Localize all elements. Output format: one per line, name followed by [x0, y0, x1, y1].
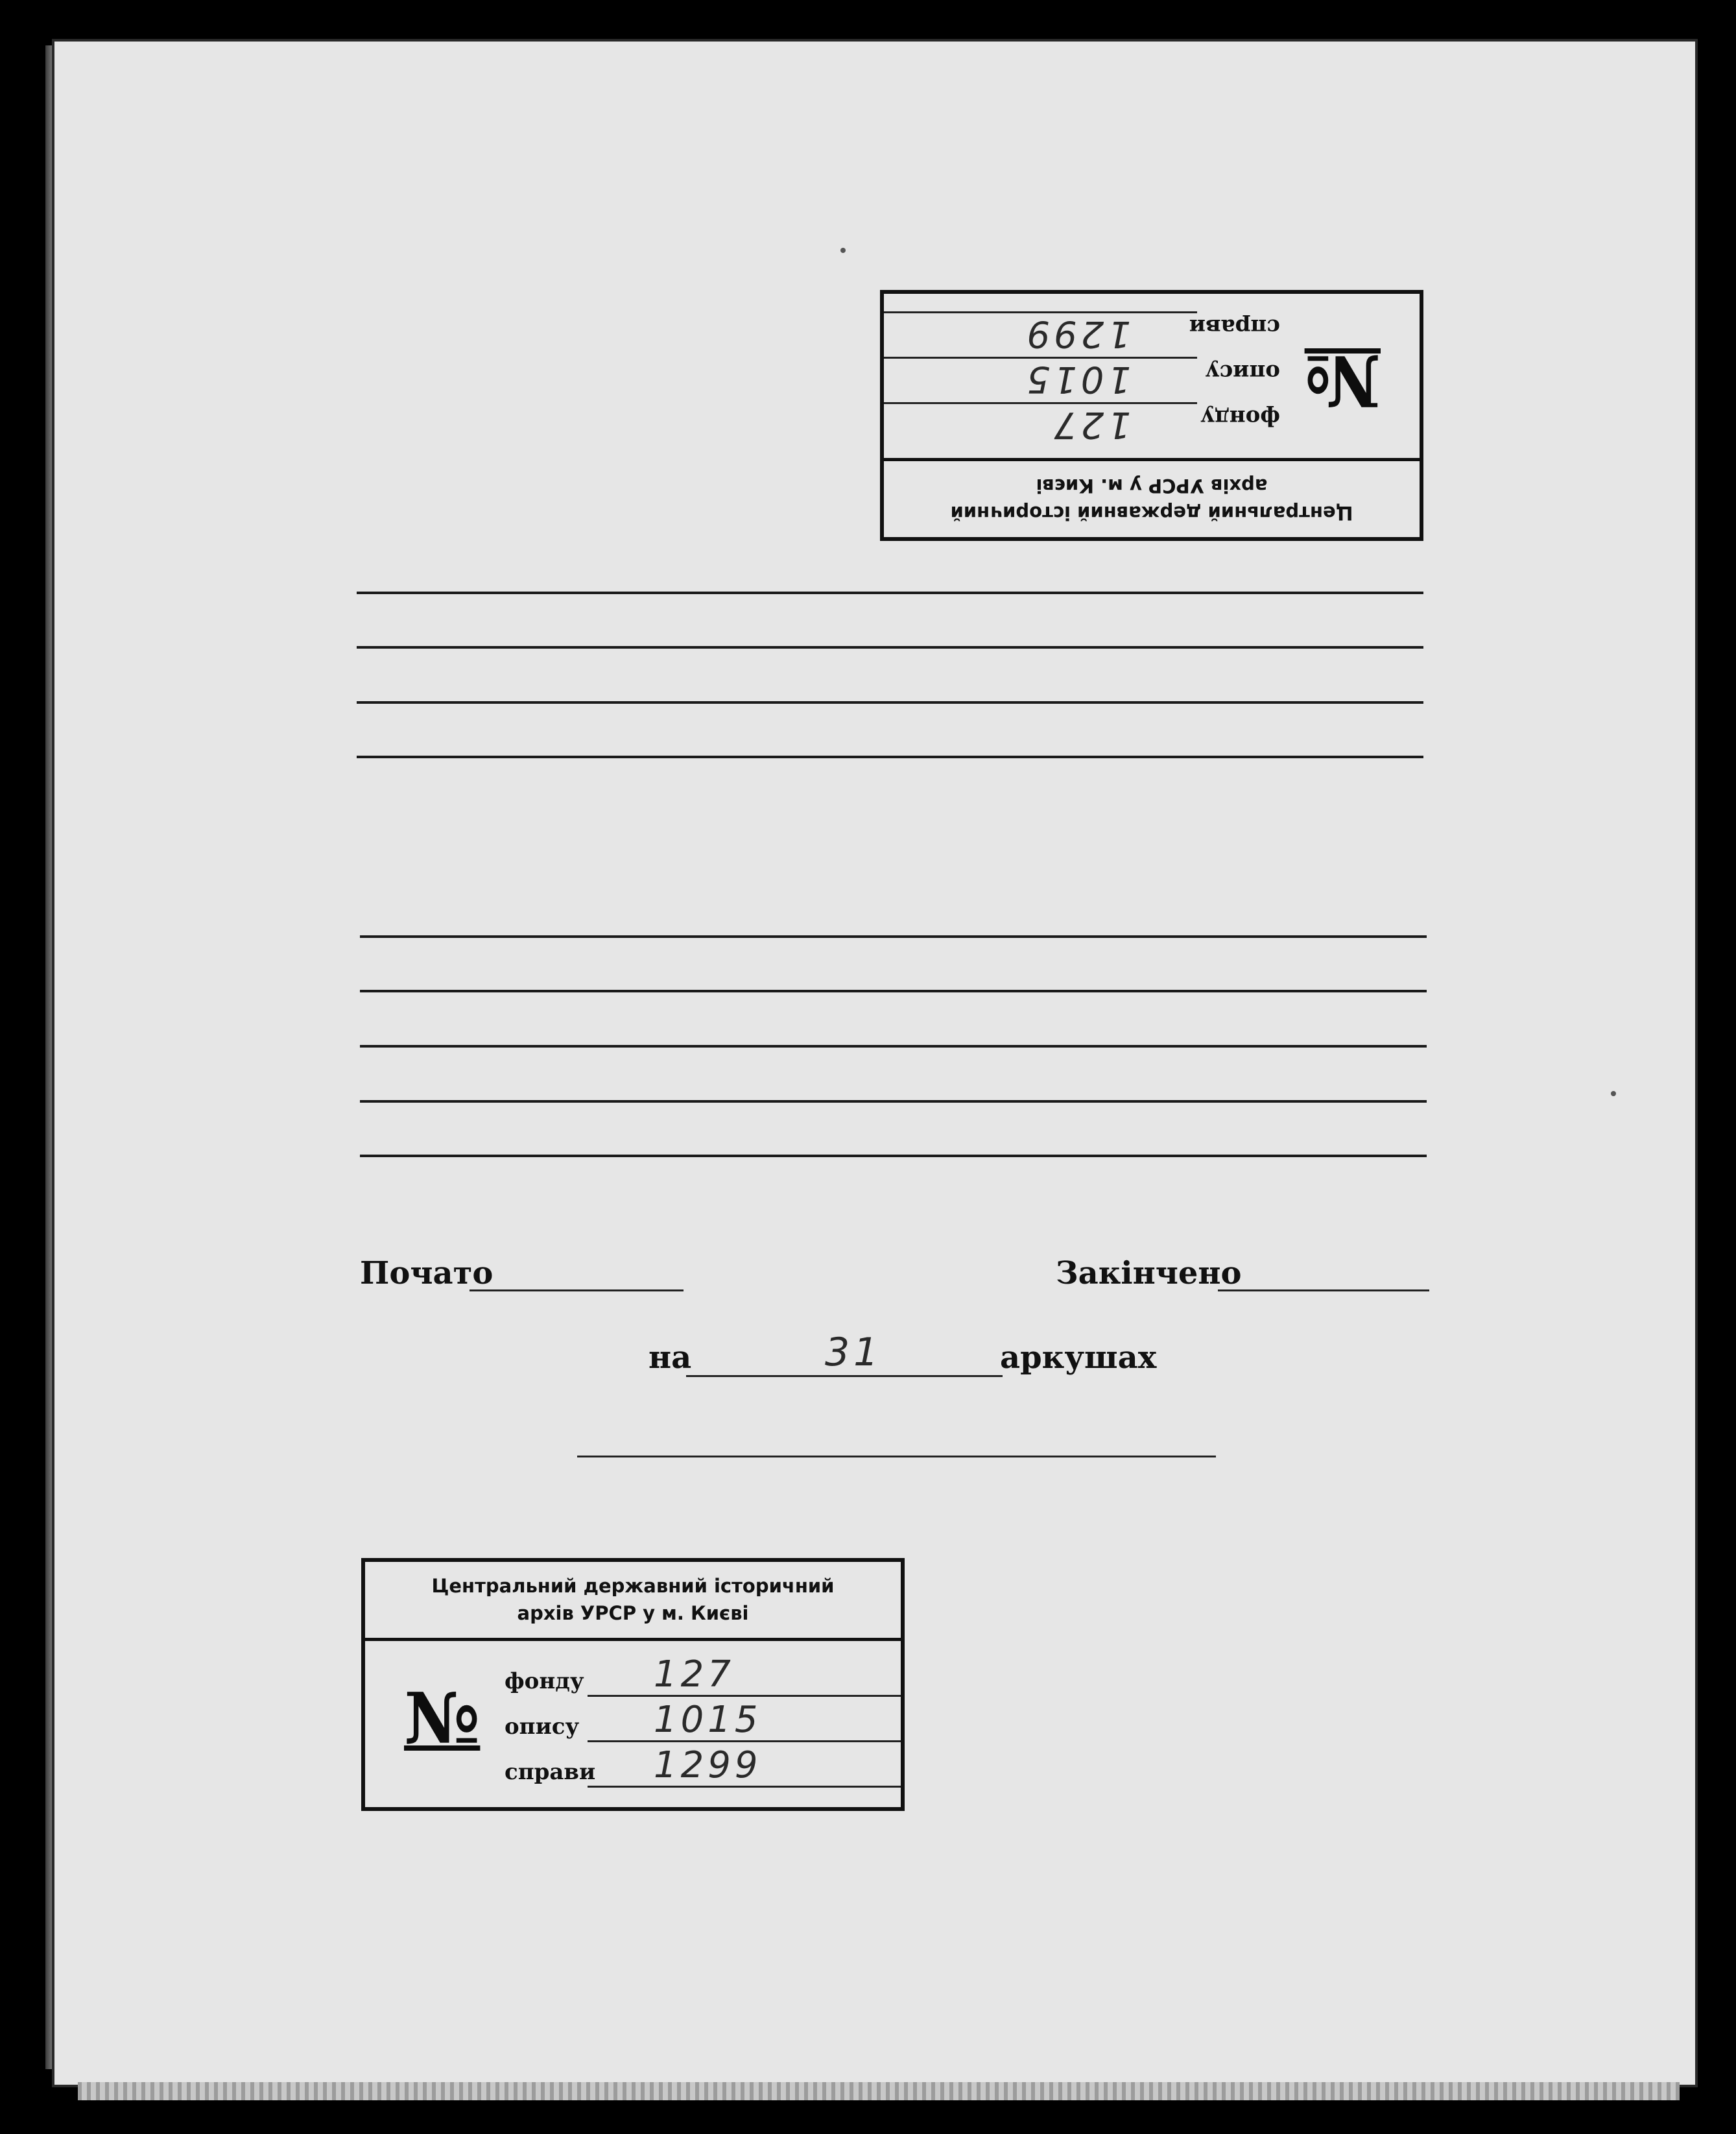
- stamp-field-fond: [884, 402, 1280, 446]
- started-label: Почато: [360, 1255, 493, 1291]
- archive-stamp-inverted: [880, 290, 1423, 541]
- signature-line: [577, 1456, 1216, 1457]
- title-line: [360, 990, 1427, 992]
- on-label: на: [648, 1339, 692, 1376]
- paper-speck: [1611, 1091, 1616, 1096]
- stamp-field-fond: [505, 1653, 901, 1697]
- stamp-header-line2: архів УРСР у м. Києві: [517, 1602, 749, 1624]
- folder-bottom-edge: [78, 2082, 1680, 2100]
- started-date-line: [470, 1289, 684, 1291]
- finished-date-line: [1218, 1289, 1429, 1291]
- numero-sign: №: [1304, 339, 1381, 421]
- sheets-label: аркушах: [1000, 1339, 1157, 1376]
- field-line: [588, 1695, 901, 1697]
- title-line: [357, 646, 1423, 649]
- sheets-count-value: 31: [825, 1330, 883, 1375]
- field-label: фонду: [505, 1668, 584, 1694]
- stamp-field-sprava: [884, 311, 1280, 355]
- field-value: 1299: [654, 1744, 762, 1786]
- field-value: 127: [654, 1653, 735, 1696]
- field-value: 127: [1050, 403, 1131, 446]
- title-line: [360, 1155, 1427, 1157]
- stamp-field-sprava: [505, 1744, 901, 1788]
- field-label: справи: [1189, 314, 1280, 340]
- finished-label: Закінчено: [1056, 1255, 1242, 1291]
- stamp-header: [365, 1562, 901, 1641]
- title-line: [360, 1100, 1427, 1103]
- archive-stamp: [361, 1558, 905, 1811]
- title-line: [357, 592, 1423, 594]
- numero-sign: №: [404, 1678, 481, 1760]
- stamp-header-line1: Центральний державний історичний: [950, 502, 1353, 524]
- field-value: 1299: [1023, 313, 1131, 355]
- field-line: [884, 402, 1197, 404]
- field-value: 1015: [1023, 358, 1131, 400]
- title-line: [357, 756, 1423, 758]
- stamp-header-line2: архів УРСР у м. Києві: [1036, 475, 1268, 497]
- stamp-header: [884, 458, 1420, 537]
- title-line: [360, 935, 1427, 938]
- stamp-field-opys: [505, 1699, 901, 1742]
- stamp-field-opys: [884, 357, 1280, 400]
- paper-speck: [840, 248, 846, 253]
- stamp-header-line1: Центральний державний історичний: [431, 1575, 835, 1597]
- field-label: опису: [505, 1714, 580, 1740]
- field-label: опису: [1205, 359, 1280, 385]
- sheets-count-line: [686, 1375, 1003, 1377]
- field-label: фонду: [1200, 405, 1280, 431]
- field-label: справи: [505, 1759, 596, 1785]
- title-line: [360, 1045, 1427, 1048]
- field-value: 1015: [654, 1699, 762, 1741]
- title-line: [357, 701, 1423, 704]
